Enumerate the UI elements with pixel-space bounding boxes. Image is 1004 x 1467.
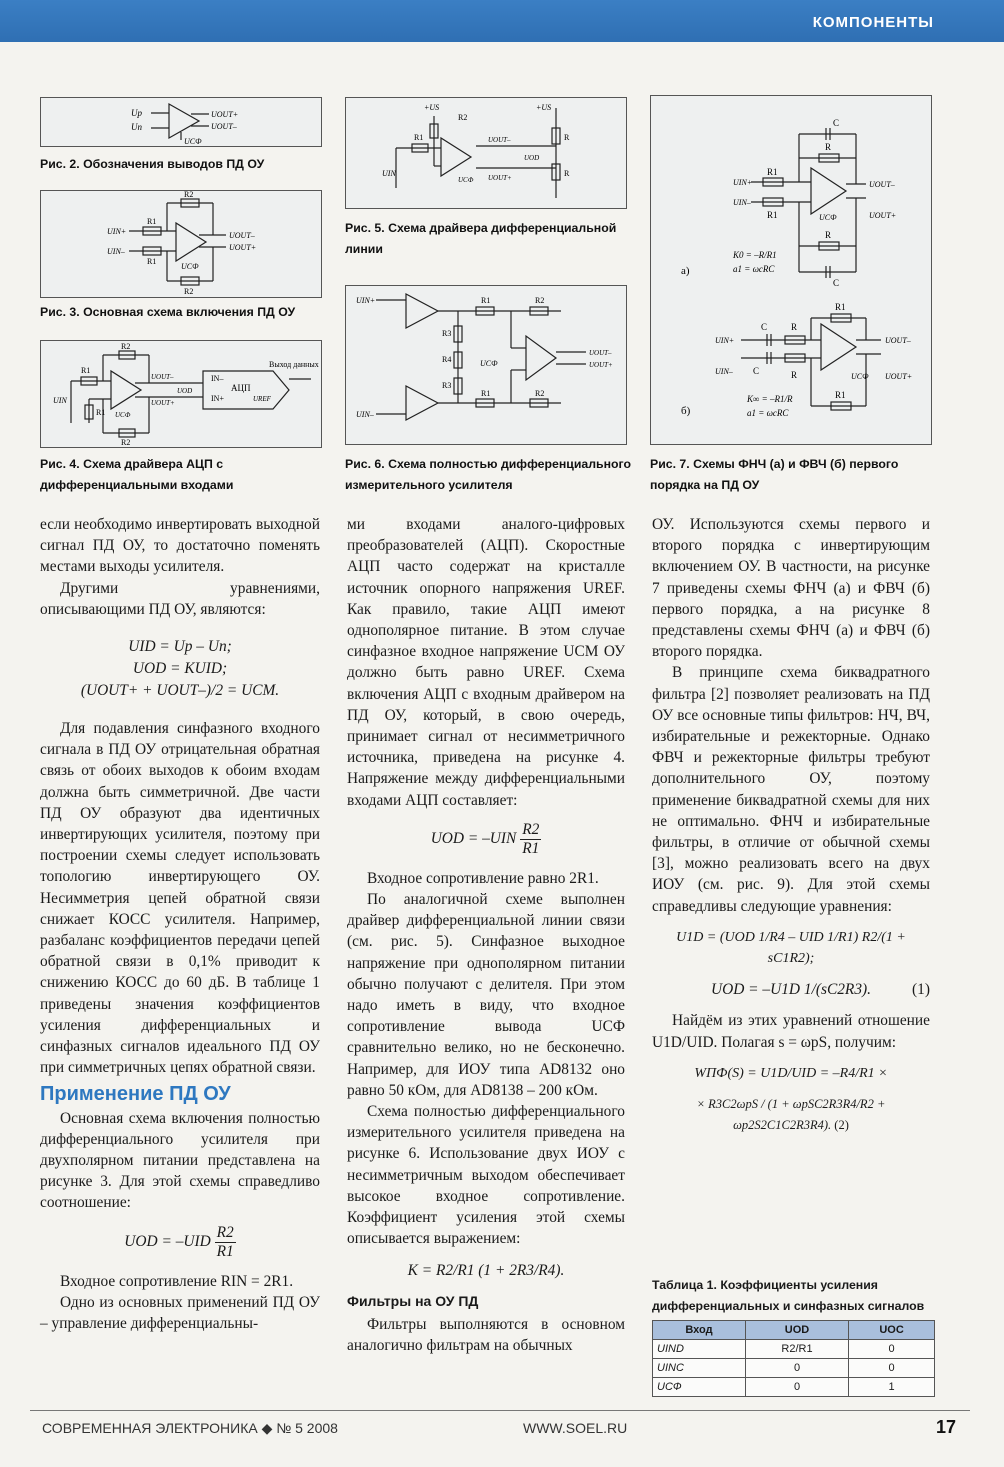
col3-eq-uod: UOD = –U1D 1/(sC2R3).: [710, 981, 871, 999]
col3-p1: ОУ. Используются схемы первого и второго порядка с инвертирующим включением ОУ. В частности, на рисунке 7 приведены схемы ФНЧ (а) и ФВЧ (б) первого порядка, а на рисунке 8 представлены схемы ФНЧ (а) и ФВЧ (б) второго порядка.: [652, 516, 930, 661]
table-cell: UINC: [653, 1359, 746, 1378]
fig7-uoutm-a: UOUT–: [869, 180, 895, 189]
col1-eq-uod: [40, 1224, 320, 1261]
fig4-uod: UOD: [177, 387, 193, 395]
table1-header-row: [653, 1321, 935, 1340]
fig4-caption: Рис. 4. Схема драйвера АЦП с дифференциальными входами: [40, 457, 234, 492]
fig7-uinm-b: UIN–: [715, 367, 733, 376]
fig7-c2: C: [833, 278, 840, 288]
col2-eq-uod: [347, 821, 625, 858]
fig2-caption: Рис. 2. Обозначения выводов ПД ОУ: [40, 157, 265, 171]
fig7-uoutp-b: UOUT+: [885, 372, 913, 381]
table1-title: Таблица 1. Коэффициенты усиления дифференциальных и синфазных сигналов: [652, 1278, 925, 1313]
fig6-ucf: UCФ: [480, 359, 498, 368]
table-row: [653, 1378, 935, 1397]
fig5-uod: UOD: [524, 154, 540, 162]
fig5-uoutm: UOUT–: [488, 136, 511, 144]
col3-p3: Найдём из этих уравнений отношение U1D/UID. Полагая s = ωpS, получим:: [652, 1012, 930, 1051]
col2-p2: Входное сопротивление равно 2R1.: [367, 869, 599, 887]
footer-rule: [30, 1410, 970, 1411]
col1-p1: если необходимо инвертировать выходной сигнал ПД ОУ, то достаточно поменять местами выходы усилителя.: [40, 516, 320, 576]
fig6-uoutp: UOUT+: [589, 361, 613, 369]
fig7-a1b: a1 = ωcRC: [747, 408, 789, 418]
fig3-r2a: R2: [184, 191, 194, 199]
col1-eq2: UOD = KUID;: [132, 660, 228, 678]
fig4-uref: UREF: [253, 395, 271, 403]
table-cell: 0: [849, 1359, 935, 1378]
fig5-r2: R2: [458, 113, 468, 122]
fig4-uoutm: UOUT–: [151, 373, 174, 381]
fig7-uinm-a: UIN–: [733, 198, 751, 207]
fig7-kinf: K∞ = –R1/R: [747, 394, 793, 404]
fig7-schematic: [651, 96, 931, 444]
fig7-ucf-b: UCФ: [851, 372, 869, 381]
figure-3: [40, 190, 322, 298]
fig2-un: Un: [131, 122, 142, 132]
section-header: [0, 0, 1004, 42]
col1-equations: [40, 636, 320, 702]
col2-eq-k: K = R2/R1 (1 + 2R3/R4).: [407, 1261, 565, 1279]
table-cell: 0: [745, 1359, 848, 1378]
fig2-uoutm: UOUT–: [211, 122, 237, 131]
fig7-r1b: R1: [767, 210, 778, 220]
fig3-caption: Рис. 3. Основная схема включения ПД ОУ: [40, 305, 296, 319]
fig7-ucf-a: UCФ: [819, 213, 837, 222]
fig5-ra: R: [564, 133, 570, 142]
fig6-uoutm: UOUT–: [589, 349, 612, 357]
col2-p5: Фильтры выполняются в основном аналогично фильтрам на обычных: [347, 1315, 625, 1355]
fig5-ucf: UCФ: [458, 176, 474, 184]
fig2-up: Up: [131, 108, 142, 118]
fig6-uinm: UIN–: [356, 410, 374, 419]
table-cell: 0: [745, 1378, 848, 1397]
fig4-schematic: [41, 341, 321, 447]
col1-p2: Другими уравнениями, описывающими ПД ОУ, являются:: [40, 579, 320, 618]
fig7-r2: R: [825, 230, 832, 240]
fig7-cb1: C: [761, 322, 768, 332]
fig4-adc: АЦП: [231, 383, 251, 393]
fig6-r4: R4: [442, 355, 452, 364]
fig3-ucf: UCФ: [181, 262, 199, 271]
fig4-r1a: R1: [81, 366, 91, 375]
table-cell: 0: [849, 1340, 935, 1359]
col1-eq-den: R1: [216, 1242, 234, 1260]
fig5-rb: R: [564, 169, 570, 178]
fig7-c1: C: [833, 118, 840, 128]
col3-eq-w2-row: [652, 1094, 930, 1136]
table-row: [653, 1340, 935, 1359]
col2-p3: По аналогичной схеме выполнен драйвер дифференциальной линии связи (см. рис. 5). Синфазное выходное напряжение при однополярном питании обычно получают с делителя. При этом надо иметь в виду, что входное сопротивление вывода UCФ сравнительно велико, но не бесконечно. Например, для ИОУ типа AD8132 оно равно 50 кОм, для AD8138 – 200 кОм.: [347, 891, 625, 1099]
section-title: КОМПОНЕНТЫ: [812, 14, 934, 31]
fig3-r2b: R2: [184, 287, 194, 296]
fig3-r1a: R1: [147, 217, 157, 226]
col1-eq-uod-frac: [215, 1224, 236, 1261]
fig6-caption: Рис. 6. Схема полностью дифференциального измерительного усилителя: [345, 457, 632, 492]
table-row: [653, 1359, 935, 1378]
fig7-uinp-b: UIN+: [715, 336, 735, 345]
fig4-uin: UIN: [53, 396, 67, 405]
fig5-caption: Рис. 5. Схема драйвера дифференциальной линии: [345, 221, 617, 256]
fig3-uinp: UIN+: [107, 227, 127, 236]
col3-eq-num2: (2): [834, 1118, 849, 1133]
fig5-uoutp: UOUT+: [488, 174, 512, 182]
fig7-r1d: R1: [835, 390, 846, 400]
col1-p5: Входное сопротивление RIN = 2R1.: [60, 1272, 294, 1290]
table-cell: 1: [849, 1378, 935, 1397]
fig7-cb2: C: [753, 366, 760, 376]
col2-eq-uod-frac: [520, 821, 541, 858]
fig3-r1b: R1: [147, 257, 157, 266]
col2-p4: Схема полностью дифференциального измерительного усилителя приведена на рисунке 6. Использование двух ИОУ с несимметричным выходом обеспечивает высокое входное сопротивление. Коэффициент усиления этой схемы описывается выражением:: [347, 1103, 625, 1248]
table-cell: R2/R1: [745, 1340, 848, 1359]
fig4-r2a: R2: [121, 342, 131, 351]
page-number: 17: [936, 1417, 957, 1437]
figure-6: [345, 285, 627, 445]
col3-eq-w1: WПФ(S) = U1D/UID = –R4/R1 ×: [694, 1065, 888, 1081]
fig4-uoutp: UOUT+: [151, 399, 175, 407]
column-2: [347, 514, 625, 1356]
col2-eq-uod-lhs: UOD = –UIN: [430, 829, 517, 847]
fig7-b: б): [681, 405, 691, 417]
fig7-a1a: a1 = ωcRC: [733, 264, 775, 274]
fig3-uinm: UIN–: [107, 247, 125, 256]
col1-eq3: (UOUT+ + UOUT–)/2 = UCM.: [80, 682, 280, 700]
table1-header-input: Вход: [653, 1321, 746, 1340]
col3-eq-num1: (1): [912, 981, 930, 999]
fig6-r2b: R2: [535, 389, 545, 398]
fig4-inp: IN+: [211, 394, 224, 403]
col3-eq-uod-row: [652, 979, 930, 1000]
figure-5: [345, 97, 627, 209]
fig5-r1: R1: [414, 133, 424, 142]
fig6-r2a: R2: [535, 296, 545, 305]
fig2-ucf: UCФ: [184, 137, 202, 146]
column-1: [40, 514, 320, 1334]
fig6-uinp: UIN+: [356, 296, 376, 305]
col2-eq-num: R2: [522, 820, 540, 838]
fig6-r3b: R3: [442, 381, 452, 390]
fig2-schematic: [41, 98, 321, 146]
figure-7: [650, 95, 932, 445]
fig4-out: Выход данных: [269, 360, 319, 369]
col1-p6: Одно из основных применений ПД ОУ – управление дифференциальны-: [40, 1293, 320, 1333]
fig5-schematic: [346, 98, 626, 208]
fig4-ucf: UCФ: [115, 411, 131, 419]
fig7-uoutp-a: UOUT+: [869, 211, 897, 220]
col1-eq-num: R2: [216, 1223, 234, 1241]
fig4-inm: IN–: [211, 374, 224, 383]
table-cell: UCФ: [653, 1378, 746, 1397]
fig7-r1c: R1: [835, 302, 846, 312]
fig3-uoutm: UOUT–: [229, 231, 255, 240]
col1-p4: Основная схема включения полностью дифференциального усилителя при двухполярном питании представлена на рисунке 3. Для этой схемы справедливо соотношение:: [40, 1109, 320, 1212]
fig4-r2b: R2: [121, 438, 131, 447]
figure-4: [40, 340, 322, 448]
fig2-uoutp: UOUT+: [211, 110, 239, 119]
table1-header-uoc: UOC: [849, 1321, 935, 1340]
fig6-schematic: [346, 286, 626, 444]
fig7-r1: R: [825, 142, 832, 152]
col2-p1: ми входами аналого-цифровых преобразователей (АЦП). Скоростные АЦП часто содержат на кристалле источник опорного напряжения UREF. Как правило, такие АЦП имеют однополярное питание. В этом случае синфазное входное напряжение UCM ОУ должно быть равно UREF. Схема включения АЦП с входным драйвером на ПД ОУ, который, в свою очередь, принимает сигнал от несимметричного источника, приведена на рисунке 4. Напряжение между дифференциальными входами АЦП составляет:: [347, 516, 625, 809]
col1-eq1: UID = Up – Un;: [128, 638, 232, 656]
fig3-uoutp: UOUT+: [229, 243, 257, 252]
heading-filters: Фильтры на ОУ ПД: [347, 1292, 479, 1309]
col1-eq-uod-lhs: UOD = –UID: [124, 1232, 211, 1250]
fig6-r1a: R1: [481, 296, 491, 305]
fig5-uin: UIN: [382, 169, 396, 178]
table-cell: UIND: [653, 1340, 746, 1359]
fig7-caption: Рис. 7. Схемы ФНЧ (а) и ФВЧ (б) первого порядка на ПД ОУ: [650, 457, 899, 492]
fig3-schematic: [41, 191, 321, 297]
col1-p3: Для подавления синфазного входного сигнала в ПД ОУ отрицательная обратная связь от обоих выходов к обоим входам должна быть симметричной. Две части ПД ОУ образуют два идентичных инвертирующих усилителя, поэтому при построении схемы следует использовать топологию инвертирующего ОУ. Несимметрия цепей обратной связи снижает КОСС усилителя. Например, разбаланс коэффициентов передачи цепей обратной связи в 0,1% приводит к снижению КОСС до 60 дБ. В таблице 1 приведены значения коэффициентов усиления дифференциальных и синфазных сигналов идеального ПД ОУ при симметричных цепях обратной связи.: [40, 720, 320, 1077]
footer-journal: СОВРЕМЕННАЯ ЭЛЕКТРОНИКА ◆ № 5 2008: [42, 1420, 338, 1436]
table1-header-uod: UOD: [745, 1321, 848, 1340]
column-3: [652, 514, 930, 1146]
footer-site: WWW.SOEL.RU: [523, 1420, 628, 1436]
fig7-r1a: R1: [767, 167, 778, 177]
fig5-us1: +US: [424, 103, 440, 112]
heading-applications: Применение ПД ОУ: [40, 1083, 231, 1106]
table-1: [652, 1320, 935, 1397]
figure-2: [40, 97, 322, 147]
fig4-r1b: R1: [96, 408, 106, 417]
fig7-k0: K0 = –R/R1: [733, 250, 777, 260]
fig7-uinp-a: UIN+: [733, 178, 753, 187]
fig7-rb2: R: [791, 370, 798, 380]
fig5-us2: +US: [536, 103, 552, 112]
fig7-uoutm-b: UOUT–: [885, 336, 911, 345]
col2-eq-den: R1: [522, 839, 540, 857]
col3-eq-u1d: U1D = (UOD 1/R4 – UID 1/R1) R2/(1 + sC1R2);: [676, 929, 906, 967]
fig6-r3a: R3: [442, 329, 452, 338]
col3-p2: В принципе схема биквадратного фильтра [2] позволяет реализовать на ПД ОУ все основные типы фильтров: НЧ, ВЧ, избирательные и режекторные. Однако ФВЧ и режекторные фильтры требуют дополнительного ОУ, поэтому применение биквадратной схемы для них не оптимально. ФНЧ и избирательные фильтры, в отличие от обычной схемы [3], можно реализовать всего на двух ИОУ (см. рис. 9). Для этой схемы справедливы следующие уравнения:: [652, 664, 930, 915]
fig6-r1b: R1: [481, 389, 491, 398]
fig7-rb1: R: [791, 322, 798, 332]
fig7-a: а): [681, 265, 690, 277]
col3-eq-w2: × R3C2ωpS / (1 + ωpSC2R3R4/R2 + ωp2S2C1C2R3R4).: [696, 1097, 886, 1133]
